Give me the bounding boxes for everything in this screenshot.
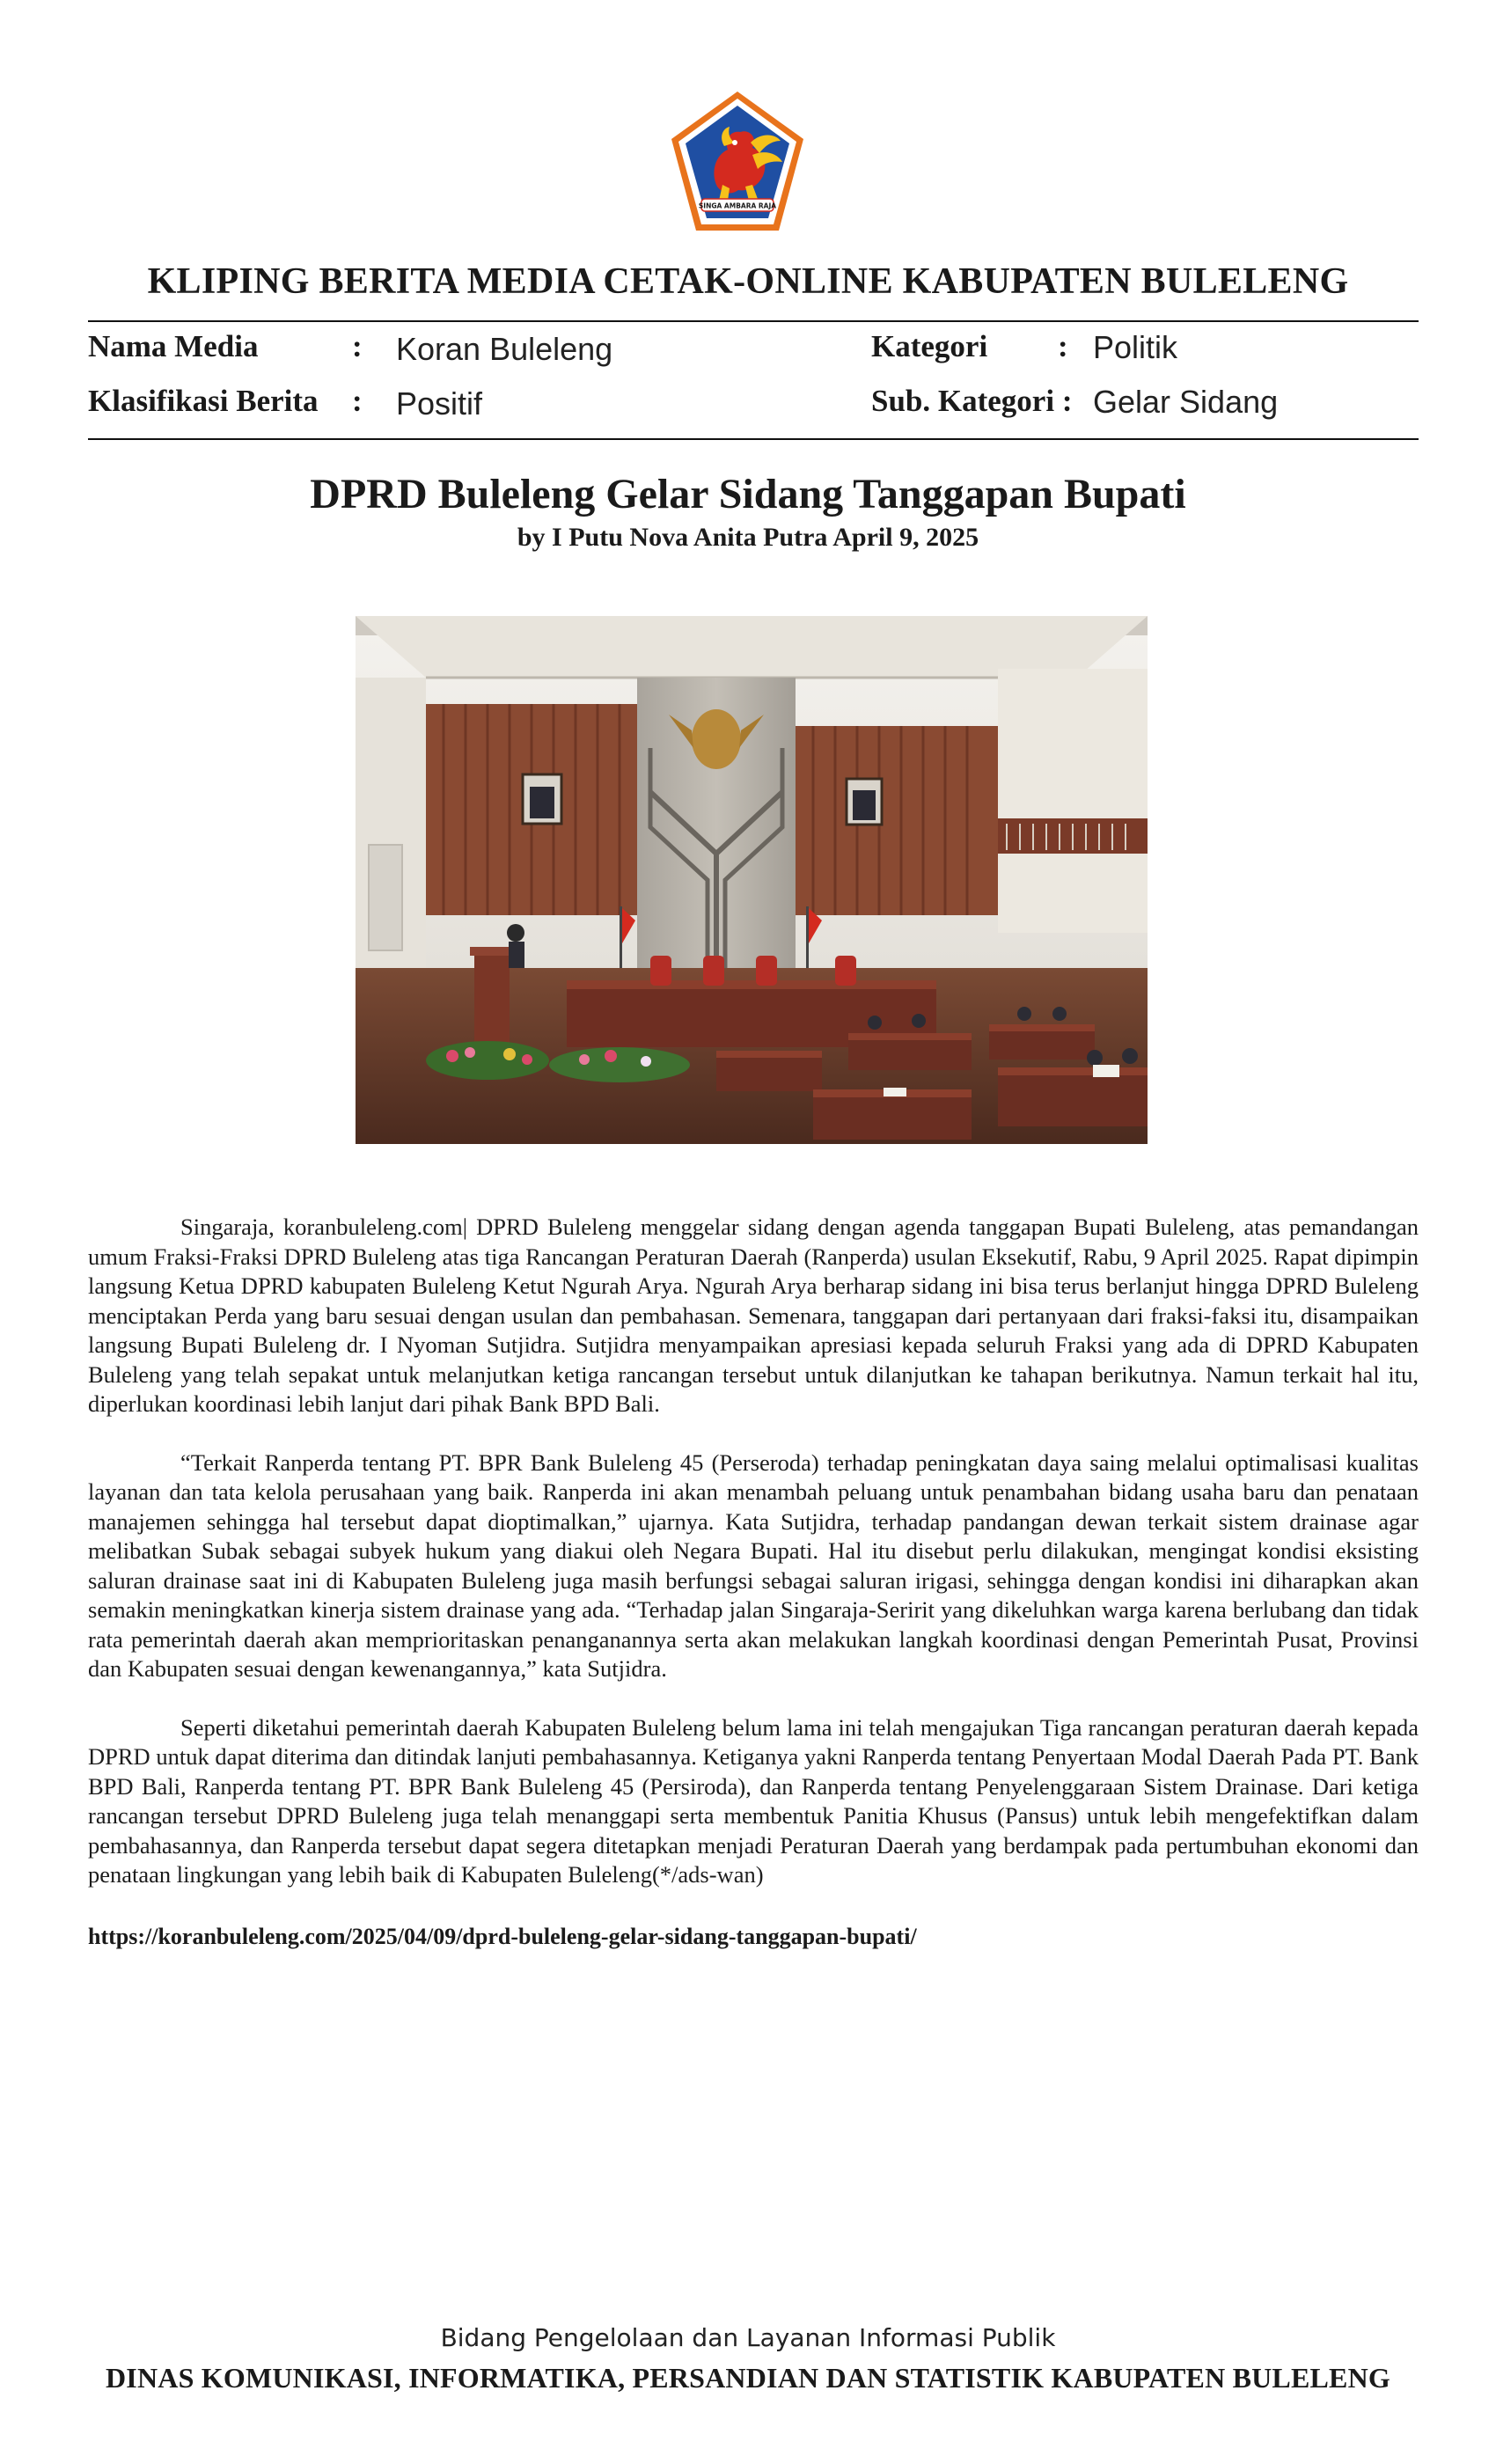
classification-value: Positif <box>396 385 483 422</box>
media-colon: : <box>352 329 363 363</box>
subcategory-value: Gelar Sidang <box>1093 384 1279 420</box>
meta-row-classification <box>88 384 1419 428</box>
council-chamber-photo <box>356 616 1148 1144</box>
regency-crest-icon <box>666 88 809 236</box>
media-label: Nama Media <box>88 329 259 363</box>
article-paragraph-1: Singaraja, koranbuleleng.com| DPRD Buleleng menggelar sidang dengan agenda tanggapan Bupati Buleleng, atas pemandangan umum Fraksi-Fraksi DPRD Buleleng atas tiga Rancangan Peraturan Daerah (Ranperda) usulan Eksekutif, Rabu, 9 April 2025. Rapat dipimpin langsung Ketua DPRD kabupaten Buleleng Ketut Ngurah Arya. Ngurah Arya berharap sidang ini bisa terus berlanjut hingga DPRD Buleleng menciptakan Perda yang baru sesuai dengan usulan dan pembahasan. Semenara, tanggapan dari pertanyaan dari fraksi-faksi itu, disampaikan langsung Bupati Buleleng dr. I Nyoman Sutjidra. Sutjidra menyampaikan apresiasi kepada seluruh Fraksi yang ada di DPRD Kabupaten Buleleng yang telah sepakat untuk melanjutkan ketiga rancangan tersebut untuk dilanjutkan ke tahapan berikutnya. Namun terkait hal itu, diperlukan koordinasi lebih lanjut dari pihak Bank BPD Bali. <box>88 1214 1419 1417</box>
category-label: Kategori <box>871 329 988 363</box>
article-byline: by I Putu Nova Anita Putra April 9, 2025 <box>517 523 979 552</box>
classification-label: Klasifikasi Berita <box>88 384 319 418</box>
article-title: DPRD Buleleng Gelar Sidang Tanggapan Bupati <box>310 471 1186 517</box>
header-divider-top <box>88 320 1419 322</box>
article-paragraph-2: “Terkait Ranperda tentang PT. BPR Bank Buleleng 45 (Perseroda) terhadap peningkatan daya saing melalui optimalisasi kualitas layanan dan tata kelola perusahaan yang baik. Ranperda ini akan menambah peluang untuk penambahan bidang usaha baru dan penataan manajemen sehingga hal tersebut dapat dioptimalkan,” ujarnya. Kata Sutjidra, terhadap pandangan dewan terkait sistem drainase agar melibatkan Subak sebagai subyek hukum yang diakui oleh Negara Bupati. Hal itu disebut perlu dilakukan, mengingat kondisi eksisting saluran drainase saat ini di Kabupaten Buleleng juga masih berfungsi sebagai saluran irigasi, sehingga dengan kondisi ini diharapkan akan semakin meningkatkan kinerja sistem drainase yang ada. “Terhadap jalan Singaraja-Seririt yang dikeluhkan warga karena berlubang dan tidak rata pemerintah daerah akan memprioritaskan penanganannya serta akan melakukan langkah koordinasi dengan Pemerintah Pusat, Provinsi dan Kabupaten sesuai dengan kewenangannya,” kata Sutjidra. <box>88 1448 1419 1682</box>
media-value: Koran Buleleng <box>396 331 613 367</box>
article-paragraph-3: Seperti diketahui pemerintah daerah Kabupaten Buleleng belum lama ini telah mengajukan Tiga rancangan peraturan daerah kepada DPRD untuk dapat diterima dan ditindak lanjuti pembahasannya. Ketiganya yakni Ranperda tentang Penyertaan Modal Daerah Pada PT. Bank BPD Bali, Ranperda tentang PT. BPR Bank Buleleng 45 (Persiroda), dan Ranperda tentang Penyelenggaraan Sistem Drainase. Dari ketiga rancangan tersebut DPRD Buleleng juga telah menanggapi serta membentuk Panitia Khusus (Pansus) untuk lebih mengefektifkan dalam pembahasannya, dan Ranperda tersebut dapat segera ditetapkan menjadi Peraturan Daerah yang berdampak pada pertumbuhan ekonomi dan penataan lingkungan yang lebih baik di Kabupaten Buleleng(*/ads-wan) <box>88 1713 1419 1888</box>
category-value: Politik <box>1093 329 1178 365</box>
category-colon: : <box>1058 329 1068 363</box>
source-url-link[interactable]: https://koranbuleleng.com/2025/04/09/dprd-buleleng-gelar-sidang-tanggapan-bupati/ <box>88 1924 917 1949</box>
footer-department: Bidang Pengelolaan dan Layanan Informasi Publik <box>440 2323 1056 2352</box>
subcategory-label: Sub. Kategori : <box>871 384 1073 418</box>
header-divider-bottom <box>88 438 1419 440</box>
classification-colon: : <box>352 384 363 418</box>
article-body <box>88 1213 1419 1919</box>
page-title: KLIPING BERITA MEDIA CETAK-ONLINE KABUPATEN BULELENG <box>147 261 1349 302</box>
crest-motto: SINGA AMBARA RAJA <box>698 202 777 210</box>
footer-agency: DINAS KOMUNIKASI, INFORMATIKA, PERSANDIAN DAN STATISTIK KABUPATEN BULELENG <box>105 2362 1391 2394</box>
meta-row-media <box>88 329 1419 373</box>
